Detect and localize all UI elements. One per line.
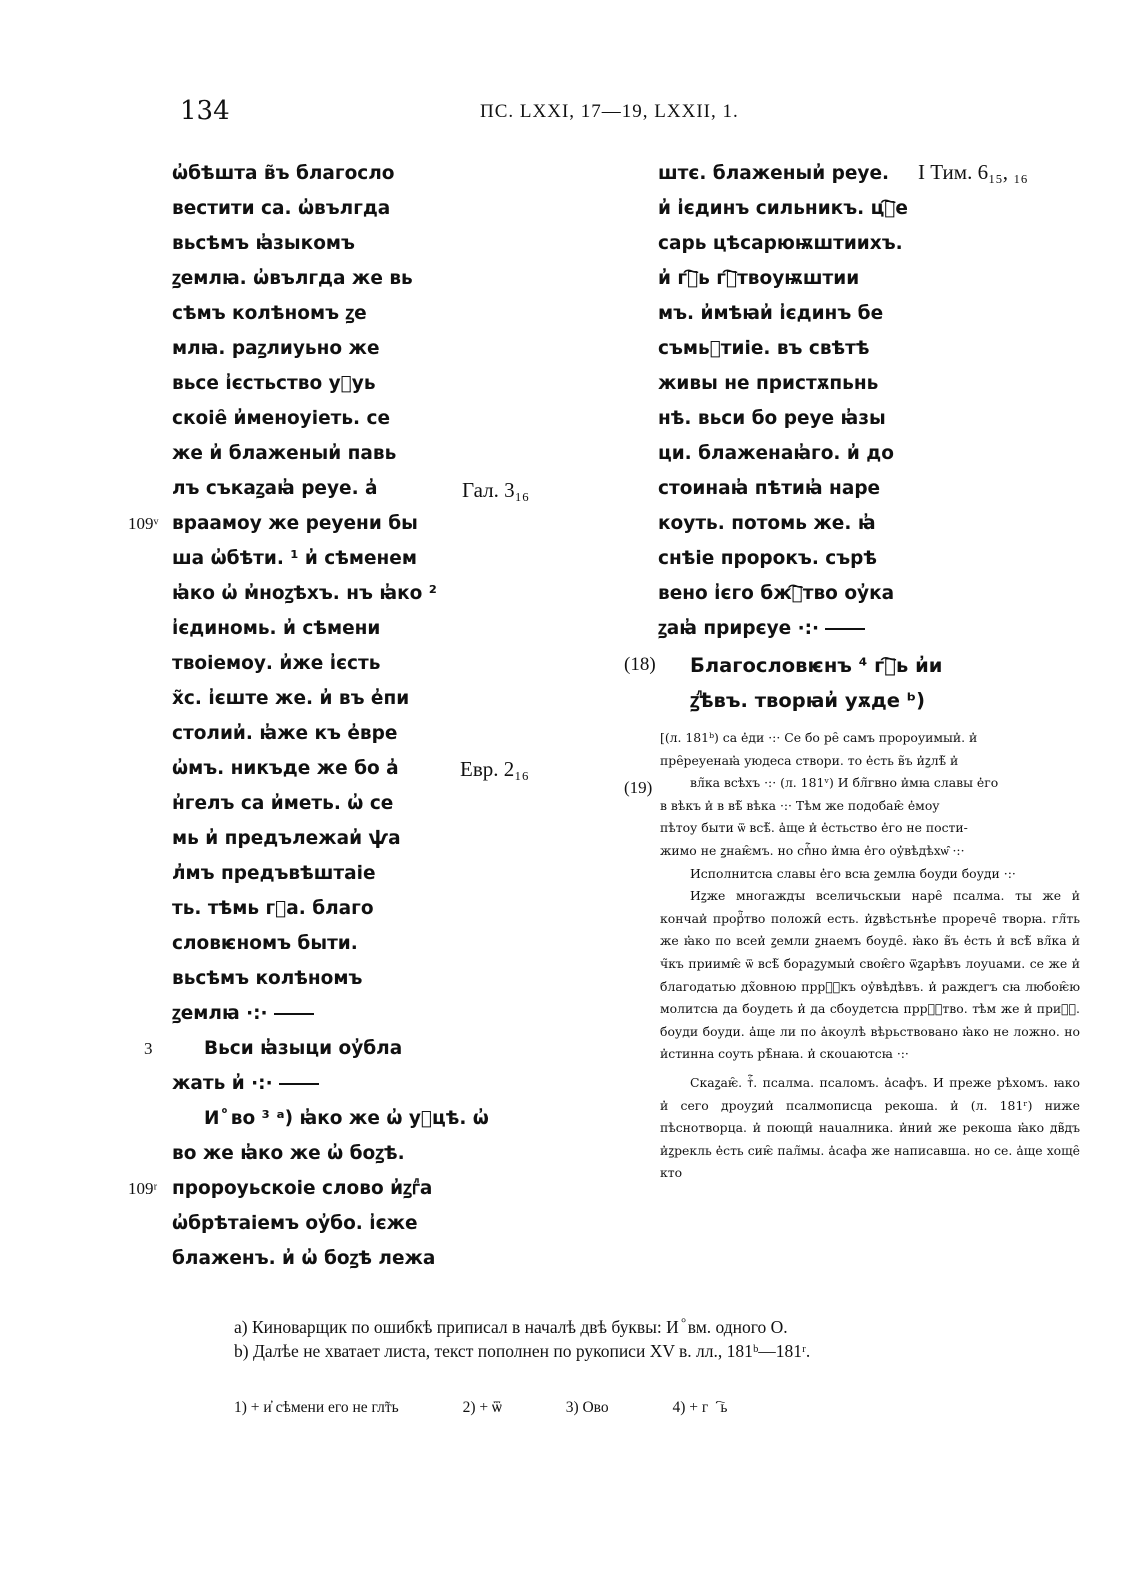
text-line: ци. блаженаꙗ̓го. и̓ до [658, 443, 894, 464]
text-line: нѣ. вьси бо реуе ꙗ̓зы [658, 408, 886, 429]
variant-4: 4) + гⷭ҇ь [672, 1399, 728, 1416]
text-line: вьсе і̓єстьство уⷧуь [172, 373, 376, 394]
end-dash [279, 1083, 319, 1085]
text-line: н̓гелъ са и̓меть. ѡ̓ се [172, 793, 394, 814]
text-line-content: ꙁемлꙗ ·:· [172, 1003, 268, 1024]
verse-number-19: (19) [624, 778, 653, 797]
verse-marker: 3 [144, 1039, 153, 1058]
text-line: И ⷪ во ³ ᵃ) ꙗ̓ко же ѡ̓ уⷧцѣ. ѡ̓ [204, 1108, 489, 1129]
commentary-line: [(л. 181ᵇ) са е̓ди ·:· Се бо ре̑ самъ пророуимыи̓. и̓ [660, 730, 978, 745]
margin-reference-tim: I Тим. 6₁₅, ₁₆ [918, 160, 1028, 184]
footnotes [234, 1315, 810, 1363]
text-line: л̓мъ предъвѣштаіе [172, 863, 376, 884]
commentary-paragraph: Скаꙁаѥ̑. тⷭ҇. псалма. псаломъ. а̓сафъ. И преже рѣхомъ. ꙗко и̓ сего дроуꙁии̓ псалмописца рекоша. и̓ (л. 181ʳ) ниже пѣснотворца. и̓ поющи̑ наuалника. и̓нии̓ же рекоша ꙗ̓ко дв̃дъ и̓ꙁрекль е̓сть сиѥ̑ пал̃мы. а̓сафа же написавша. но се. а̓ще хоще̑ кто [660, 1074, 1080, 1181]
end-dash [274, 1013, 314, 1015]
text-line: коуть. потомь же. ꙗ̓ [658, 513, 876, 534]
text-line: же и̓ блаженыи̓ павь [172, 443, 397, 464]
text-line: ѡ̓бѣшта в̃ъ благосло [172, 163, 395, 184]
margin-reference-evr: Евр. 2₁₆ [460, 757, 529, 781]
variant-2: 2) + ѿ [462, 1399, 502, 1416]
text-line [658, 611, 958, 646]
text-line: ꙗ̓ко ѡ̓ м̓ноꙁѣхъ. нъ ꙗ̓ко ² [172, 583, 437, 604]
text-line: мь и̓ предълежаи̓ ѱа [172, 828, 401, 849]
text-line: вено і̓єго бжⷭ҇тво оу̓ка [658, 583, 895, 604]
text-line-content: ꙁаꙗ̓ прирєуе ·:· [658, 618, 820, 639]
text-line: ть. тѣмь гⷧа. благо [172, 898, 374, 919]
verse-18 [690, 648, 990, 718]
commentary-line: пре̑реуенаꙗ̓ уюдеса створи. то е̓сть в̃ъ и̓ꙁлѣ̃ и̓ [660, 752, 959, 768]
text-line: и̓ і̓єдинъ сильникъ. цⷭ҇е [658, 198, 908, 219]
text-line: х̃с. і̓єште же. и̓ въ е̓пи [172, 688, 410, 709]
text-line: скоіе̑ и̓меноуіеть. се [172, 408, 391, 429]
commentary-paragraph: Исполнитсꙗ славы е̓го всꙗ ꙁемлꙗ боуди боуди ·:· [690, 865, 1016, 881]
text-line: вьсѣмъ ꙗ̓зыкомъ [172, 233, 355, 254]
commentary-line: пѣтоу быти ѿ всѣ̃. а̓ще и̓ е̓стьство е̓го не пости- [660, 820, 968, 836]
text-line: во же ꙗ̓ко же ѡ̓ боꙁѣ. [172, 1143, 405, 1164]
folio-marker: 109ᵛ [128, 514, 159, 533]
text-line: мъ. и̓мѣꙗи̓ і̓єдинъ бе [658, 303, 884, 324]
commentary [660, 727, 1080, 1185]
text-line: вьсѣмъ колѣномъ [172, 968, 363, 989]
footnote-b: b) Далѣе не хватает листа, текст пополнен по рукописи XV в. лл., 181ᵇ—181ʳ. [234, 1341, 811, 1361]
text-line-content: Вьси ꙗ̓зыци оу̓бла [204, 1038, 403, 1059]
text-line [128, 506, 472, 541]
text-line [128, 1171, 472, 1206]
text-line: и̓ гⷭ҇ь гⷭ҇твоуѭштии [658, 268, 860, 289]
text-line: словѥномъ быти. [172, 933, 358, 954]
text-line: ша ѡ̓бѣти. ¹ и̓ сѣменем [172, 548, 417, 569]
text-line: ѡ̓брѣтаіемъ оу̓бо. і̓єже [172, 1213, 418, 1234]
commentary-paragraph: Иꙁже многаждꙑ вселичьскыи наре̑ псалма. ты же и̓ кончаи̓ прорⷱ҇тво положи̑ есть. и̓ꙁвѣстьнѣе прорече̑ творꙗ. гл̃ть же ꙗ̓ко по всеи̓ ꙁемли ꙁнаемъ боуде̑. ꙗ̓ко в̃ъ е̓сть и̓ всѣ̃ вл̃ка и̓ ч̃къ приимѥ̑ ѿ всѣ̃ бораꙁумыи̓ своѥ̑го ѿꙁарѣвъ лоуuами. се же и̓ благодатью дх̃овною пррⷱ҇къ оу̓вѣдѣвъ. и̓ раждегъ сꙗ любоѥ̑ю молитсꙗ да боудеть и̓ да сбоудетсꙗ пррⷱ҇тво. тѣм же и̓ приⷬ҇. боуди боуди. а̓ще ли по а̓коулѣ вѣрьствовано ꙗ̓ко не ложно. но и̓стинна соуть рѣ̑наꙗ. и̓ скоuаютсꙗ ·:· [660, 888, 1080, 1062]
text-line: съмьⷬтиіе. въ свѣтѣ [658, 338, 870, 359]
text-line: лъ съкаꙁаꙗ̓ реуе. а̓ [172, 478, 378, 499]
commentary-line: вл̃ка всѣхъ ·:· (л. 181ᵛ) И бл̃гвно и̓мꙗ славы е̓го [690, 775, 999, 791]
variant-3: 3) Ово [565, 1399, 609, 1416]
variant-readings [234, 1399, 787, 1417]
text-line: блаженъ. и̓ ѡ̓ боꙁѣ лежа [172, 1248, 436, 1269]
text-line: Благословѥнъ ⁴ гⷭ҇ь и̓и [690, 654, 943, 677]
text-line: сѣмъ колѣномъ ꙁе [172, 303, 367, 324]
right-column [658, 156, 958, 646]
text-line: твоіемоу. и̓же і̓єсть [172, 653, 381, 674]
margin-reference-gal: Гал. 3₁₆ [462, 478, 530, 502]
text-line: ѡ̓мъ. никъде же бо а̓ [172, 758, 399, 779]
text-line: живы не пристѫпьнь [658, 373, 879, 394]
text-line-content: жать и̓ ·:· [172, 1073, 273, 1094]
verse-number-18: (18) [624, 654, 656, 675]
text-line: ꙁемлꙗ. ѡ̓вългда же вь [172, 268, 413, 289]
left-column [128, 156, 489, 1276]
commentary-line: жимо не ꙁнаѥ̑мъ. но спⷭ҇но и̓мꙗ е̓го оу̓вѣдѣхѡ̑ ·:· [660, 842, 965, 858]
page-number: 134 [180, 96, 230, 126]
text-line: і̓єдиномь. и̓ сѣмени [172, 618, 381, 639]
text-line: штє. блаженыи̓ реуе. [658, 163, 890, 184]
variant-1: 1) + и̓ сѣмени его не гл̃ть [234, 1399, 399, 1416]
text-line-content: враамоу же реуени бы [172, 513, 418, 534]
text-line-content: пророуьскоіе слово и̓ꙁгⷧа [172, 1178, 433, 1199]
text-line: сарь цѣсарюѭштиихъ. [658, 233, 903, 254]
text-line: столии̓. ꙗ̓же къ е̓вре [172, 723, 398, 744]
commentary-line: в вѣкъ и̓ в вѣ̃ вѣка ·:· Тѣм же подобаѥ̑ е̓моу [660, 797, 940, 813]
text-line [172, 996, 472, 1031]
end-dash [825, 628, 865, 630]
running-head: ПС. LXXI, 17—19, LXXII, 1. [480, 101, 739, 122]
text-line: ꙁⷧѣвъ. творꙗи̓ уѫде ᵇ) [690, 689, 926, 712]
footnote-a: а) Киноварщик по ошибкѣ приписал в началѣ двѣ буквы: И ⷪ вм. одного О. [234, 1317, 788, 1337]
text-line [172, 1066, 472, 1101]
text-line: стоинаꙗ̓ пѣтиꙗ̓ наре [658, 478, 881, 499]
text-line: снѣіе пророкъ. сърѣ [658, 548, 878, 569]
text-line: млꙗ. раꙁлиуьно же [172, 338, 380, 359]
text-line: вестити са. ѡ̓вългда [172, 198, 391, 219]
text-line [144, 1031, 472, 1066]
folio-marker: 109ʳ [128, 1179, 158, 1198]
